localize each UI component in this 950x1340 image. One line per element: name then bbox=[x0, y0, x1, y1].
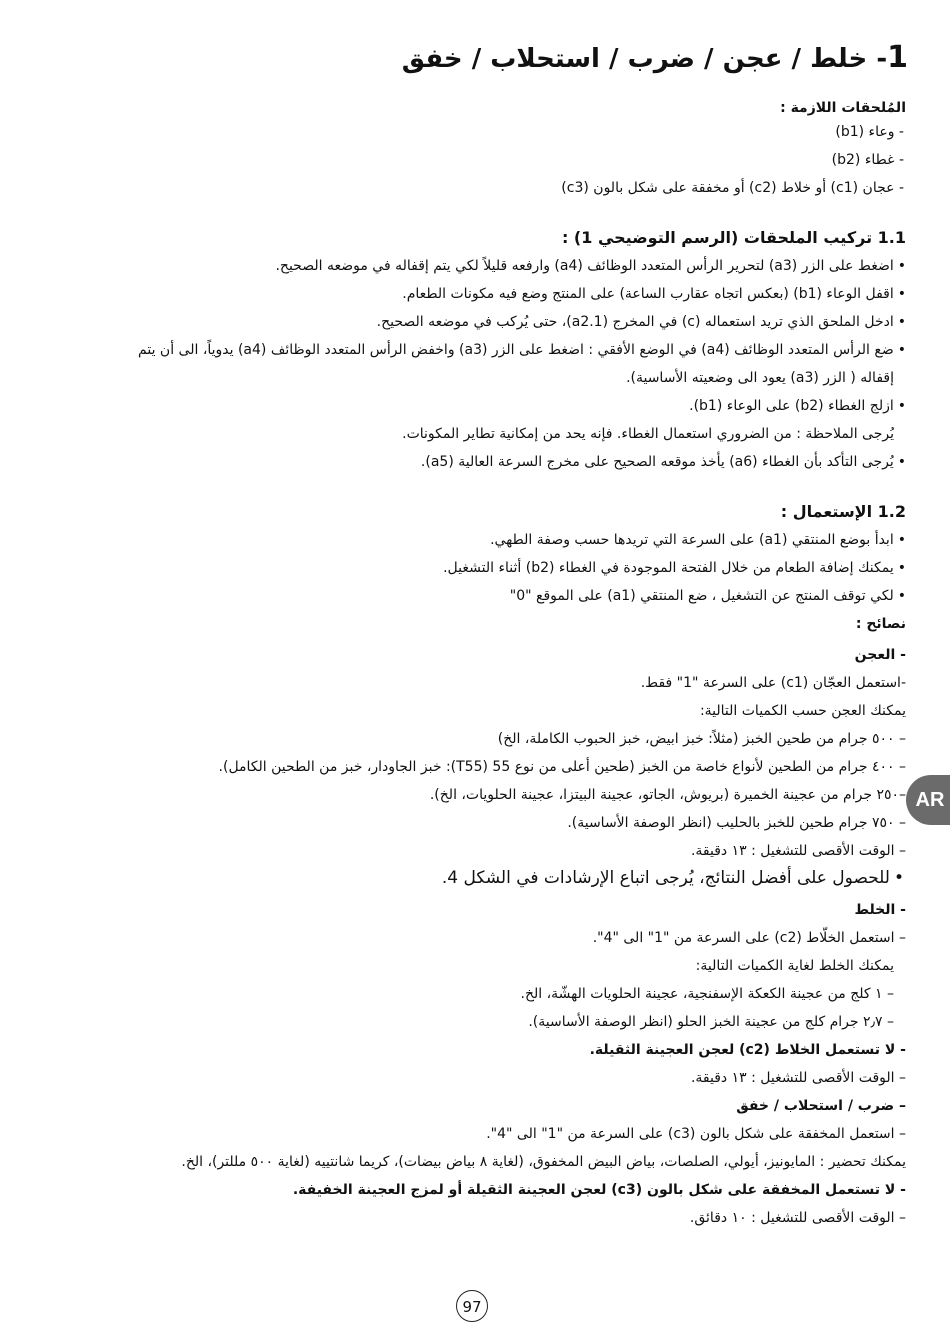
whisking-line: – الوقت الأقصى للتشغيل : ١٠ دقائق. bbox=[689, 1210, 906, 1226]
kneading-line: – الوقت الأقصى للتشغيل : ١٣ دقيقة. bbox=[690, 843, 906, 859]
kneading-line: يمكنك العجن حسب الكميات التالية: bbox=[699, 703, 906, 719]
kneading-line: – ٥٠٠ جرام من طحين الخبز (مثلاً: خبز ابيض، خبز الحبوب الكاملة، الخ) bbox=[497, 731, 906, 747]
mixing-line: – الوقت الأقصى للتشغيل : ١٣ دقيقة. bbox=[690, 1070, 906, 1086]
accessory-item: - وعاء (b1) bbox=[835, 124, 904, 140]
kneading-line: – ٧٥٠ جرام طحين للخبز بالحليب (انظر الوصفة الأساسية). bbox=[567, 815, 906, 831]
assembly-step: • ازلج الغطاء (b2) على الوعاء (b1). bbox=[689, 396, 906, 416]
section-title bbox=[402, 40, 908, 77]
assembly-step: • اقفل الوعاء (b1) (بعكس اتجاه عقارب الساعة) على المنتج وضع فيه مكونات الطعام. bbox=[402, 284, 906, 304]
assembly-step-continued: إقفاله ( الزر (a3) يعود الى وضعيته الأساسية). bbox=[626, 370, 894, 386]
page-number: 97 bbox=[456, 1290, 488, 1322]
assembly-heading: 1.1 تركيب الملحقات (الرسم التوضيحي 1) : bbox=[561, 228, 906, 247]
section-number: 1 bbox=[887, 40, 908, 75]
kneading-tip: • للحصول على أفضل النتائج، يُرجى اتباع الإرشادات في الشكل 4. bbox=[442, 868, 904, 888]
accessory-item: - غطاء (b2) bbox=[831, 152, 904, 168]
assembly-step: • ادخل الملحق الذي تريد استعماله (c) في المخرج (a2.1)، حتى يُركب في موضعه الصحيح. bbox=[377, 312, 906, 332]
mixing-line: يمكنك الخلط لغاية الكميات التالية: bbox=[695, 958, 894, 974]
assembly-note: يُرجى الملاحظة : من الضروري استعمال الغطاء. فإنه يحد من إمكانية تطاير المكونات. bbox=[402, 426, 894, 442]
whisking-line: – استعمل المخفقة على شكل بالون (c3) على السرعة من "1" الى "4". bbox=[486, 1126, 906, 1142]
usage-step: • ابدأ بوضع المنتقي (a1) على السرعة التي تريدها حسب وصفة الطهي. bbox=[490, 530, 906, 550]
whisking-heading: – ضرب / استحلاب / خفق bbox=[736, 1098, 906, 1114]
kneading-line: -استعمل العجّان (c1) على السرعة "1" فقط. bbox=[640, 675, 906, 691]
section-title-text: - خلط / عجن / ضرب / استحلاب / خفق bbox=[401, 44, 888, 74]
tips-heading: نصائح : bbox=[855, 616, 906, 632]
mixing-warning: - لا تستعمل الخلاط (c2) لعجن العجينة الثقيلة. bbox=[589, 1042, 906, 1058]
assembly-step: • يُرجى التأكد بأن الغطاء (a6) يأخذ موقعه الصحيح على مخرج السرعة العالية (a5). bbox=[421, 452, 906, 472]
mixing-heading: - الخلط bbox=[854, 902, 906, 918]
whisking-line: يمكنك تحضير : المايونيز، أيولي، الصلصات، بياض البيض المخفوق، (لغاية ٨ بياض بيضات)، كريما شانتييه (لغاية ٥٠٠ مللتر)، الخ. bbox=[181, 1154, 906, 1170]
accessories-heading: المُلحقات اللازمة : bbox=[780, 100, 906, 116]
usage-step: • لكي توقف المنتج عن التشغيل ، ضع المنتقي (a1) على الموقع "0" bbox=[510, 586, 906, 606]
usage-heading: 1.2 الإستعمال : bbox=[780, 502, 906, 521]
kneading-line: – ٤٠٠ جرام من الطحين لأنواع خاصة من الخبز (طحين أعلى من نوع 55 (T55): خبز الجاودار، خبز من الطحين الكامل). bbox=[218, 759, 906, 775]
kneading-heading: - العجن bbox=[854, 647, 906, 663]
mixing-line: – ١ كلج من عجينة الكعكة الإسفنجية، عجينة الحلويات الهشّة، الخ. bbox=[520, 986, 894, 1002]
usage-step: • يمكنك إضافة الطعام من خلال الفتحة الموجودة في الغطاء (b2) أثناء التشغيل. bbox=[443, 558, 906, 578]
accessory-item: - عجان (c1) أو خلاط (c2) أو مخفقة على شكل بالون (c3) bbox=[561, 180, 904, 196]
kneading-line: –٢٥٠ جرام من عجينة الخميرة (بريوش، الجاتو، عجينة البيتزا، عجينة الحلويات، الخ). bbox=[429, 787, 906, 803]
mixing-line: – استعمل الخلّاط (c2) على السرعة من "1" الى "4". bbox=[592, 930, 906, 946]
assembly-step: • ضع الرأس المتعدد الوظائف (a4) في الوضع الأفقي : اضغط على الزر (a3) واخفض الرأس المتعدد الوظائف (a4) يدوياً، الى أن يتم bbox=[138, 340, 906, 360]
mixing-line: – ٢٫٧ جرام كلج من عجينة الخبز الحلو (انظر الوصفة الأساسية). bbox=[528, 1014, 894, 1030]
assembly-step: • اضغط على الزر (a3) لتحرير الرأس المتعدد الوظائف (a4) وارفعه قليلاً لكي يتم إقفاله في موضعه الصحيح. bbox=[275, 256, 906, 276]
whisking-warning: - لا تستعمل المخفقة على شكل بالون (c3) لعجن العجينة الثقيلة أو لمزج العجينة الخفيفة. bbox=[292, 1182, 906, 1198]
language-tab: AR bbox=[906, 775, 950, 825]
